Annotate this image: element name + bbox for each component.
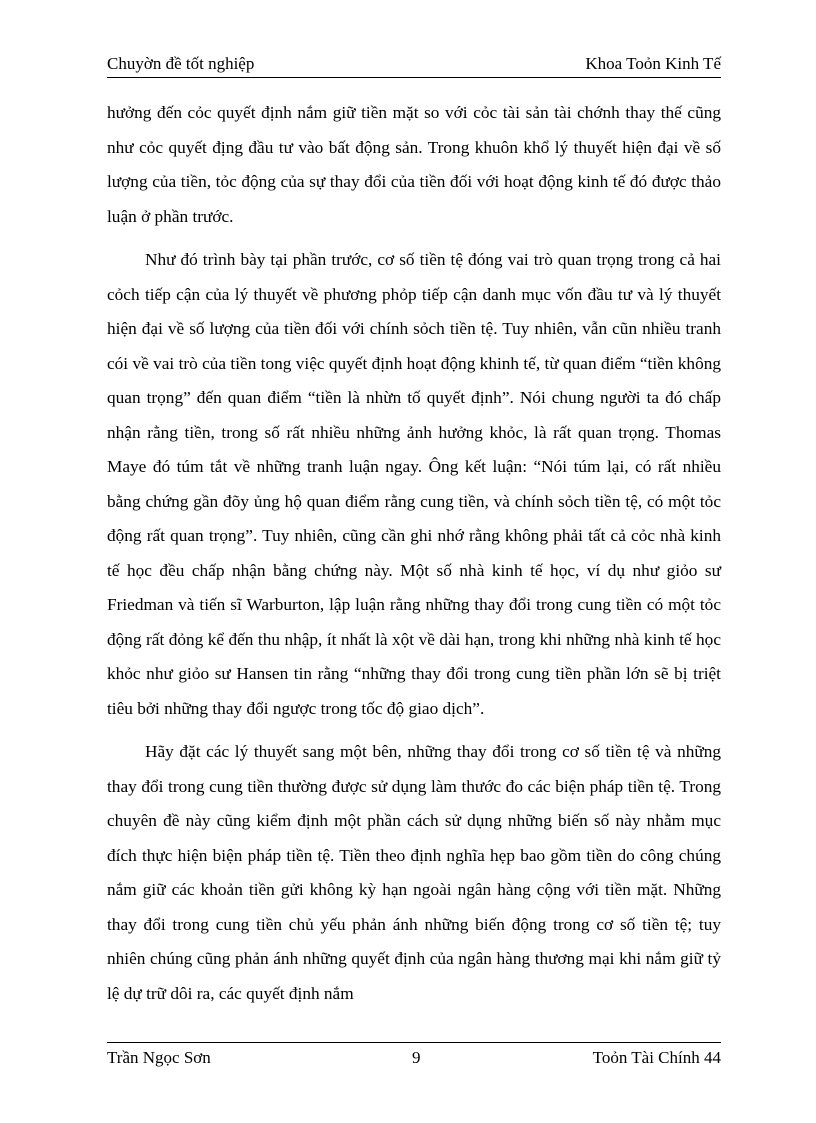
page-header [107, 51, 721, 78]
page-number: 9 [412, 1048, 421, 1067]
body-paragraph: hưởng đến cỏc quyết định nắm giữ tiền mặt so với cỏc tài sản tài chớnh thay thế cũng như cỏc quyết địng đầu tư vào bất động sản. Trong khuôn khổ lý thuyết hiện đại về số lượng của tiền, tỏc động của sự thay đổi của tiền đối với hoạt động kinh tế đó được thảo luận ở phần trước. [107, 103, 721, 226]
header-faculty: Khoa Toỏn Kinh Tế [585, 54, 721, 73]
header-thesis-title: Chuyờn đề tốt nghiệp [107, 54, 255, 73]
body-paragraph: Hãy đặt các lý thuyết sang một bên, những thay đổi trong cơ số tiền tệ và những thay đổi trong cung tiền thường được sử dụng làm thước đo các biện pháp tiền tệ. Trong chuyên đề này cũng kiểm định một phần cách sử dụng những biến số này nhằm mục đích thực hiện biện pháp tiền tệ. Tiền theo định nghĩa hẹp bao gồm tiền do công chúng nắm giữ các khoản tiền gửi không kỳ hạn ngoài ngân hàng cộng với tiền mặt. Những thay đổi trong cung tiền chủ yếu phản ánh những biến động trong cơ số tiền tệ; tuy nhiên chúng cũng phản ánh những quyết định của ngân hàng thương mại khi nắm giữ tỷ lệ dự trữ dôi ra, các quyết định nắm [107, 742, 721, 1003]
page-body [107, 96, 721, 1011]
page-footer [107, 1042, 721, 1073]
footer-class: Toỏn Tài Chính 44 [592, 1048, 721, 1067]
footer-author: Trần Ngọc Sơn [107, 1048, 211, 1067]
body-paragraph: Như đó trình bày tại phần trước, cơ số tiền tệ đóng vai trò quan trọng trong cả hai cỏch tiếp cận của lý thuyết về phương phỏp tiếp cận danh mục vốn đầu tư và lý thuyết hiện đại về số lượng của tiền đối với chính sỏch tiền tệ. Tuy nhiên, vẫn cũn nhiều tranh cói về vai trò của tiền tong việc quyết định hoạt động khinh tế, từ quan điểm “tiền không quan trọng” đến quan điểm “tiền là nhừn tố quyết định”. Nói chung người ta đó chấp nhận rằng tiền, trong số rất nhiều những ảnh hưởng khỏc, là rất quan trọng. Thomas Maye đó túm tắt về những tranh luận ngay. Ông kết luận: “Nói túm lại, có rất nhiều bằng chứng gần đõy ủng hộ quan điểm rằng cung tiền, và chính sỏch tiền tệ, có một tỏc động rất quan trọng”. Tuy nhiên, cũng cần ghi nhớ rằng không phải tất cả cỏc nhà kinh tế học đều chấp nhận bằng chứng này. Một số nhà kinh tế học, ví dụ như giỏo sư Friedman và tiến sĩ Warburton, lập luận rằng những thay đổi trong cung tiền có một tỏc động rất đỏng kể đến thu nhập, ít nhất là xột về dài hạn, trong khi những nhà kinh tế học khỏc như giỏo sư Hansen tin rằng “những thay đổi trong cung tiền phần lớn sẽ bị triệt tiêu bởi những thay đổi ngược trong tốc độ giao dịch”. [107, 250, 721, 718]
